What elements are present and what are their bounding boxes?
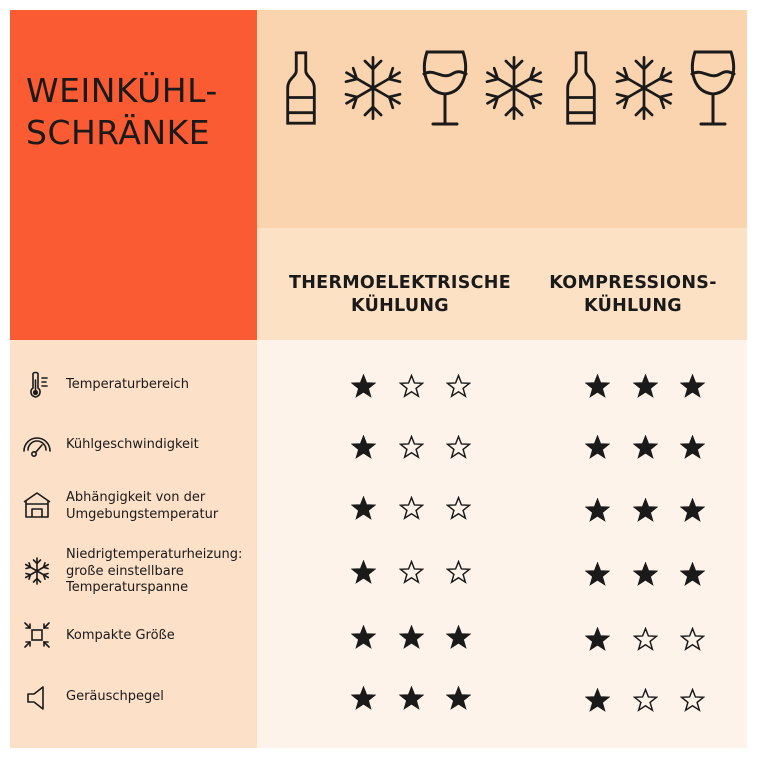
wine-glass-icon [420, 48, 470, 128]
rating-compression [585, 624, 705, 654]
empty-star-icon [446, 496, 471, 521]
filled-star-icon [585, 498, 610, 523]
criterion-label: Geräuschpegel [66, 689, 164, 704]
filled-star-icon [633, 435, 658, 460]
filled-star-icon [680, 374, 705, 399]
rating-compression [585, 495, 705, 525]
empty-star-icon [633, 627, 658, 652]
column-header-thermoelectric: THERMOELEKTRISCHE KÜHLUNG [289, 273, 511, 316]
filled-star-icon [585, 688, 610, 713]
speaker-icon [22, 683, 52, 713]
criterion-label: Kühlgeschwindigkeit [66, 437, 199, 452]
rating-compression [585, 559, 705, 589]
filled-star-icon [633, 562, 658, 587]
snowflake-icon [22, 556, 52, 586]
filled-star-icon [585, 562, 610, 587]
criterion-label: Niedrigtemperaturheizung: große einstellbare Temperaturspanne [66, 547, 243, 595]
filled-star-icon [680, 498, 705, 523]
criterion-label: Kompakte Größe [66, 628, 175, 643]
empty-star-icon [399, 435, 424, 460]
title-panel [10, 10, 257, 340]
empty-star-icon [399, 496, 424, 521]
wine-glass-icon [688, 48, 738, 128]
rating-compression [585, 432, 705, 462]
filled-star-icon [633, 374, 658, 399]
empty-star-icon [680, 627, 705, 652]
criterion-label: Temperaturbereich [66, 377, 189, 392]
filled-star-icon [399, 686, 424, 711]
filled-star-icon [446, 686, 471, 711]
rating-thermoelectric [351, 622, 471, 652]
bottle-icon [282, 48, 320, 128]
bottle-icon [562, 48, 600, 128]
empty-star-icon [680, 688, 705, 713]
snowflake-icon [478, 48, 550, 128]
rating-compression [585, 371, 705, 401]
empty-star-icon [633, 688, 658, 713]
criterion-label: Abhängigkeit von der Umgebungstemperatur [66, 490, 219, 522]
house-icon [22, 490, 52, 520]
empty-star-icon [399, 374, 424, 399]
filled-star-icon [680, 562, 705, 587]
filled-star-icon [446, 625, 471, 650]
filled-star-icon [351, 496, 376, 521]
filled-star-icon [351, 374, 376, 399]
snowflake-icon [337, 48, 409, 128]
filled-star-icon [351, 435, 376, 460]
filled-star-icon [351, 686, 376, 711]
column-header-compression: KOMPRESSIONS- KÜHLUNG [549, 273, 717, 316]
gauge-icon [22, 430, 52, 460]
filled-star-icon [585, 374, 610, 399]
compress-icon [22, 620, 52, 650]
empty-star-icon [446, 374, 471, 399]
page-title: WEINKÜHL- SCHRÄNKE [26, 71, 218, 152]
filled-star-icon [351, 625, 376, 650]
empty-star-icon [446, 560, 471, 585]
filled-star-icon [633, 498, 658, 523]
filled-star-icon [399, 625, 424, 650]
empty-star-icon [446, 435, 471, 460]
filled-star-icon [680, 435, 705, 460]
filled-star-icon [585, 435, 610, 460]
snowflake-icon [608, 48, 680, 128]
thermometer-icon [22, 370, 52, 400]
empty-star-icon [399, 560, 424, 585]
rating-thermoelectric [351, 493, 471, 523]
filled-star-icon [351, 560, 376, 585]
rating-compression [585, 685, 705, 715]
rating-thermoelectric [351, 432, 471, 462]
rating-thermoelectric [351, 557, 471, 587]
filled-star-icon [585, 627, 610, 652]
rating-thermoelectric [351, 683, 471, 713]
rating-thermoelectric [351, 371, 471, 401]
